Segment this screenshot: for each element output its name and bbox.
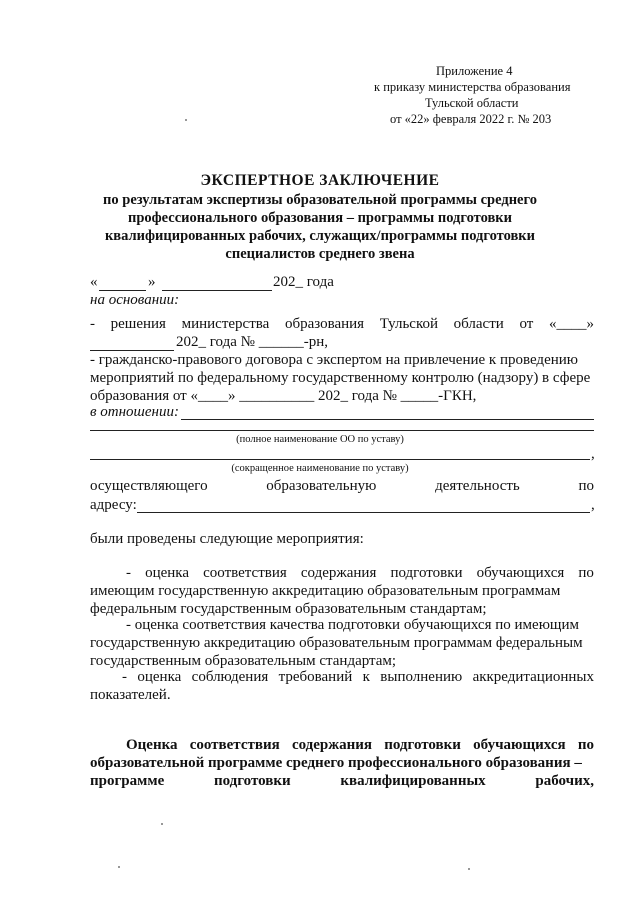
date-month-blank (162, 290, 272, 291)
word: соблюдения (191, 669, 269, 685)
scan-speck (185, 119, 187, 121)
title-line-1: по результатам экспертизы образовательной программы среднего (103, 192, 537, 208)
title-line-2: профессионального образования – программы подготовки (127, 210, 513, 226)
appendix-order-ref: к приказу министерства образования (374, 80, 571, 94)
scan-speck (118, 866, 120, 868)
appendix-region: Тульской области (425, 96, 519, 110)
word: содержания (291, 737, 373, 753)
word: квалифицированных (340, 773, 486, 789)
word: по (578, 565, 594, 581)
word: - (126, 565, 131, 581)
section-heading-line-1 (126, 737, 594, 754)
word: к (362, 669, 370, 685)
appendix-order-date: от «22» февраля 2022 г. № 203 (390, 112, 552, 126)
basis-item-1-line-1 (90, 316, 594, 333)
appendix-number: Приложение 4 (436, 64, 513, 78)
word: рабочих, (535, 773, 594, 789)
basis-item-2-line-3: образования от «____» __________ 202_ года № _____-ГКН, (90, 388, 477, 404)
word: образования (284, 316, 365, 332)
word: оценка (137, 669, 182, 685)
caption-short-name: (сокращенное наименование по уставу) (231, 463, 409, 474)
word: по (577, 737, 594, 753)
document-title: ЭКСПЕРТНОЕ ЗАКЛЮЧЕНИЕ (200, 172, 440, 189)
relation-blank-1 (181, 419, 594, 420)
measure-3-line-1 (122, 669, 594, 686)
word: министерства (181, 316, 270, 332)
date-close-quote: » (148, 274, 156, 290)
relation-blank-2 (90, 430, 594, 431)
date-day-blank (99, 290, 146, 291)
word: подготовки (384, 737, 461, 753)
short-name-blank (90, 459, 590, 460)
scan-speck (468, 868, 470, 870)
word: решения (110, 316, 166, 332)
basis-item-2-line-1: - гражданско-правового договора с экспертом на привлечение к проведению (90, 352, 578, 368)
word: - (122, 669, 127, 685)
short-name-comma: , (591, 446, 595, 462)
word: оценка (145, 565, 190, 581)
word: соответствия (203, 565, 287, 581)
word: от (519, 316, 534, 332)
address-comma: , (591, 497, 595, 513)
word: - (90, 316, 95, 332)
basis-date-blank (90, 350, 174, 351)
caption-full-name: (полное наименование ОО по уставу) (236, 434, 404, 445)
address-blank (137, 512, 590, 513)
title-line-4: специалистов среднего звена (225, 246, 415, 262)
measure-3-line-2: показателей. (90, 687, 171, 703)
measure-2-line-1: - оценка соответствия качества подготовки обучающихся по имеющим (126, 617, 579, 633)
date-open-quote: « (90, 274, 98, 290)
word: выполнению (380, 669, 463, 685)
word: аккредитационных (472, 669, 594, 685)
word: Тульской (379, 316, 439, 332)
word: образовательную (266, 478, 377, 494)
basis-label: на основании: (90, 292, 180, 308)
word: подготовки (213, 773, 291, 789)
measures-intro: были проведены следующие мероприятия: (90, 531, 364, 547)
relation-label: в отношении: (90, 404, 179, 420)
measure-1-line-2: имеющим государственную аккредитацию образовательным программам (90, 583, 561, 599)
measure-1-line-1 (126, 565, 594, 582)
section-heading-line-2: образовательной программе среднего профессионального образования – (90, 755, 582, 771)
word: требований (278, 669, 353, 685)
basis-item-1-line-2: 202_ года № ______-рн, (176, 334, 328, 350)
measure-1-line-3: федеральным государственным образовательным стандартам; (90, 601, 487, 617)
section-heading-line-3 (90, 773, 594, 790)
word: «____» (548, 316, 594, 332)
activity-line (90, 478, 594, 495)
word: области (453, 316, 504, 332)
word: Оценка (126, 737, 178, 753)
word: подготовки (390, 565, 463, 581)
date-year: 202_ года (273, 274, 334, 290)
basis-item-2-line-2: мероприятий по федеральному государственному контролю (надзору) в сфере (90, 370, 591, 386)
measure-2-line-2: государственную аккредитацию образовательным программам федеральным (90, 635, 583, 651)
word: обучающихся (473, 737, 566, 753)
measure-2-line-3: государственным образовательным стандартам; (90, 653, 397, 669)
word: содержания (300, 565, 377, 581)
address-label: адресу: (90, 497, 137, 513)
word: осуществляющего (90, 478, 208, 494)
word: по (578, 478, 594, 494)
word: программе (90, 773, 165, 789)
word: соответствия (189, 737, 280, 753)
title-line-3: квалифицированных рабочих, служащих/программы подготовки (104, 228, 536, 244)
scan-speck (161, 823, 163, 825)
word: деятельность (435, 478, 520, 494)
word: обучающихся (476, 565, 565, 581)
